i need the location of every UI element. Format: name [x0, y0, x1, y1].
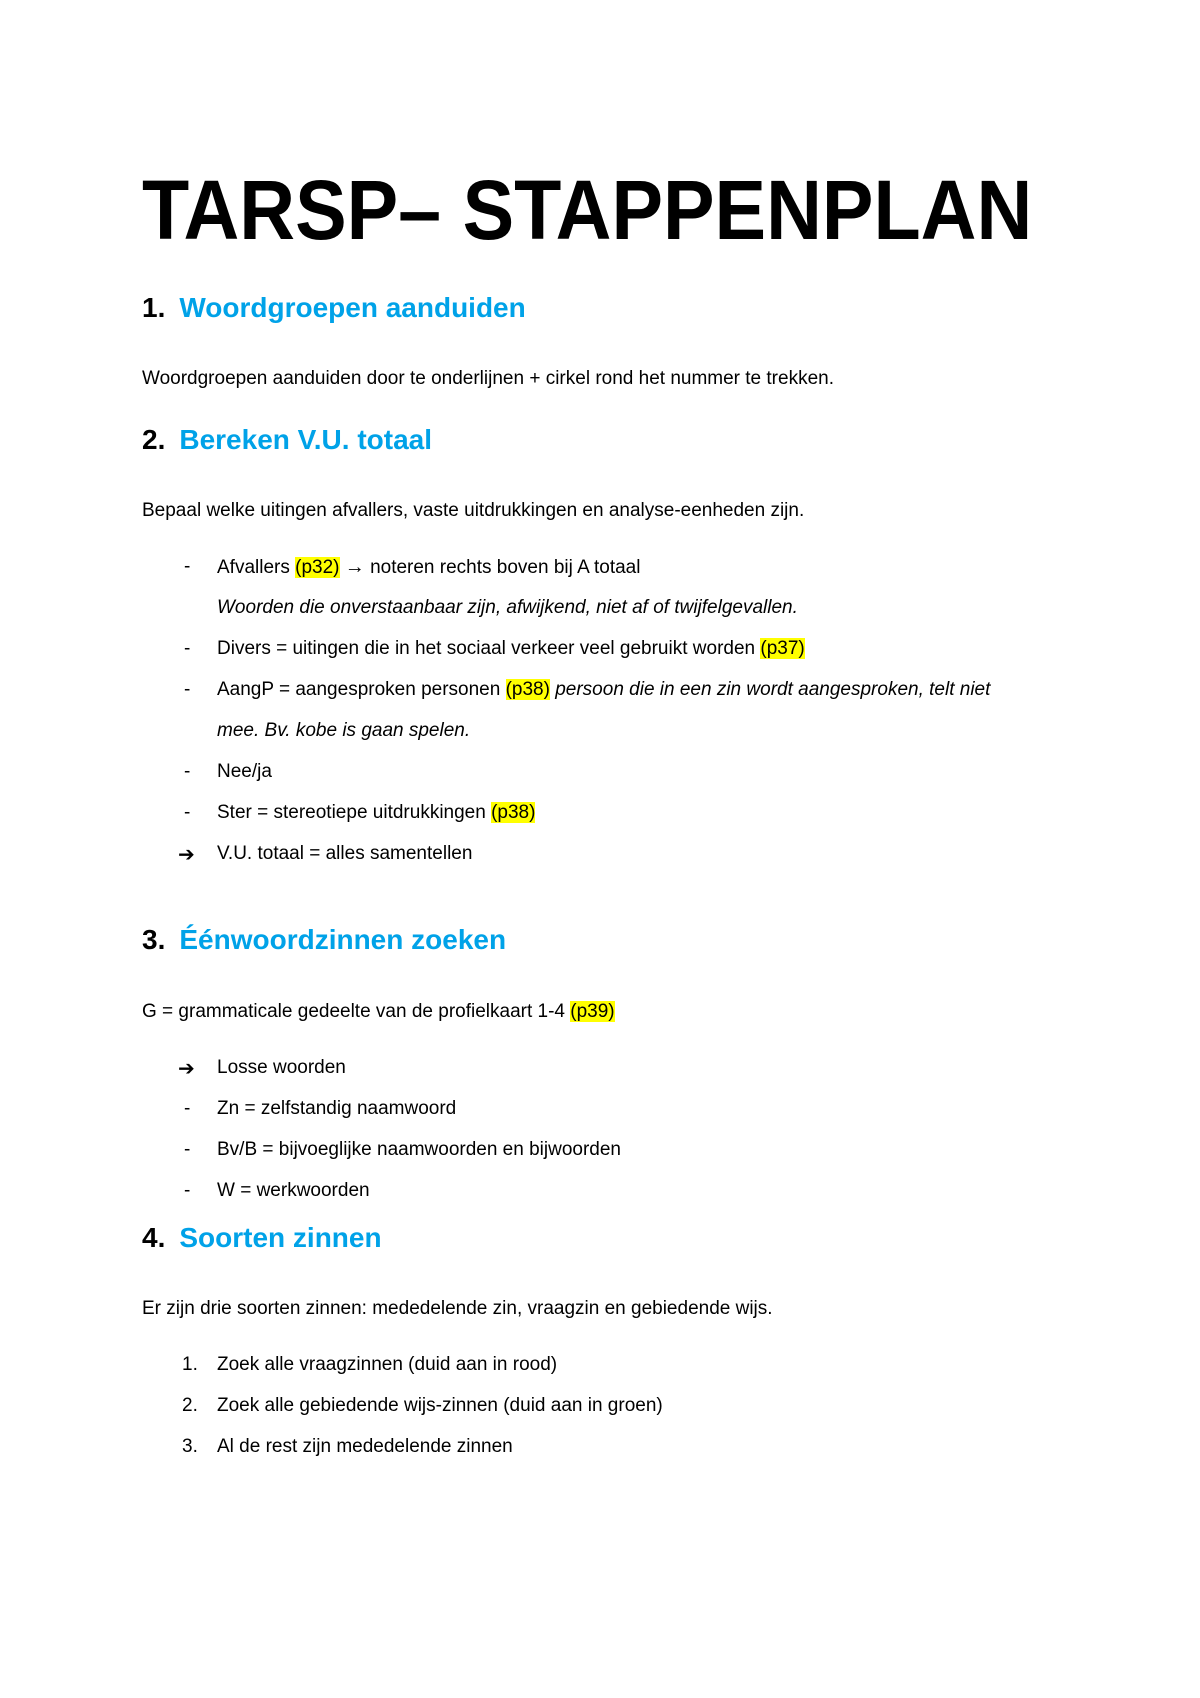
list-item-zn: Zn = zelfstandig naamwoord: [217, 1098, 457, 1119]
section-number: 2.: [142, 424, 166, 455]
bullet-dash: -: [184, 556, 191, 577]
bullet-dash: -: [184, 1098, 191, 1119]
list-item-afvallers: [217, 556, 640, 579]
bullet-dash: -: [184, 679, 191, 700]
arrow-right-icon: ➔: [178, 844, 195, 866]
list-item-aangp: [217, 679, 990, 701]
list-item-losse-woorden: Losse woorden: [217, 1057, 346, 1078]
page-reference: (p38): [491, 802, 536, 823]
step-number: 3.: [182, 1436, 198, 1457]
list-item-note: Woorden die onverstaanbaar zijn, afwijkend, niet af of twijfelgevallen.: [217, 597, 798, 618]
section-number: 1.: [142, 292, 166, 323]
item-text: Divers = uitingen die in het sociaal verkeer veel gebruikt worden: [217, 638, 756, 659]
list-item-neeja: Nee/ja: [217, 761, 272, 782]
section-1-heading: [142, 292, 526, 324]
section-1-text: Woordgroepen aanduiden door te onderlijnen + cirkel rond het nummer te trekken.: [142, 368, 834, 389]
section-title: Soorten zinnen: [179, 1222, 382, 1253]
section-3-heading: [142, 924, 506, 956]
item-text: persoon die in een zin wordt aangesproken, telt niet: [555, 679, 991, 700]
section-number: 4.: [142, 1222, 166, 1253]
section-4-intro: Er zijn drie soorten zinnen: mededelende zin, vraagzin en gebiedende wijs.: [142, 1298, 773, 1319]
item-text: mee. Bv.: [217, 720, 291, 741]
step-item: Zoek alle gebiedende wijs-zinnen (duid aan in groen): [217, 1395, 663, 1416]
section-title: Bereken V.U. totaal: [179, 424, 432, 455]
item-text: noteren rechts boven bij A totaal: [370, 557, 641, 578]
step-number: 2.: [182, 1395, 198, 1416]
page-title: TARSP– STAPPENPLAN: [142, 163, 1033, 257]
page-reference: (p37): [760, 638, 805, 659]
bullet-dash: -: [184, 761, 191, 782]
list-item-divers: [217, 638, 805, 660]
item-text: .: [464, 720, 471, 741]
section-2-heading: [142, 424, 432, 456]
step-item: Zoek alle vraagzinnen (duid aan in rood): [217, 1354, 558, 1375]
bullet-dash: -: [184, 1180, 191, 1201]
section-number: 3.: [142, 924, 166, 955]
item-text: AangP = aangesproken personen: [217, 679, 501, 700]
section-2-intro: Bepaal welke uitingen afvallers, vaste uitdrukkingen en analyse-eenheden zijn.: [142, 500, 805, 521]
bullet-dash: -: [184, 638, 191, 659]
item-text: G = grammaticale gedeelte van de profielkaart 1-4: [142, 1001, 565, 1022]
page-reference: (p38): [505, 679, 550, 700]
section-3-intro: [142, 1001, 615, 1023]
item-text: Afvallers: [217, 557, 290, 578]
step-number: 1.: [182, 1354, 198, 1375]
item-example: kobe is gaan spelen: [295, 720, 465, 741]
list-item-w: W = werkwoorden: [217, 1180, 370, 1201]
section-4-heading: [142, 1222, 382, 1254]
list-item-bvb: Bv/B = bijvoeglijke naamwoorden en bijwoorden: [217, 1139, 621, 1160]
arrow-right-icon: ➔: [178, 1058, 195, 1080]
page-reference: (p32): [295, 557, 340, 578]
bullet-dash: -: [184, 1139, 191, 1160]
step-item: Al de rest zijn mededelende zinnen: [217, 1436, 513, 1457]
list-item-ster: [217, 802, 535, 824]
page-reference: (p39): [570, 1001, 615, 1022]
arrow-right-icon: →: [344, 556, 365, 578]
section-title: Woordgroepen aanduiden: [179, 292, 526, 323]
bullet-dash: -: [184, 802, 191, 823]
item-text: Ster = stereotiepe uitdrukkingen: [217, 802, 486, 823]
result-line: V.U. totaal = alles samentellen: [217, 843, 473, 864]
section-title: Éénwoordzinnen zoeken: [179, 924, 507, 955]
list-item-aangp-continued: [217, 720, 470, 742]
